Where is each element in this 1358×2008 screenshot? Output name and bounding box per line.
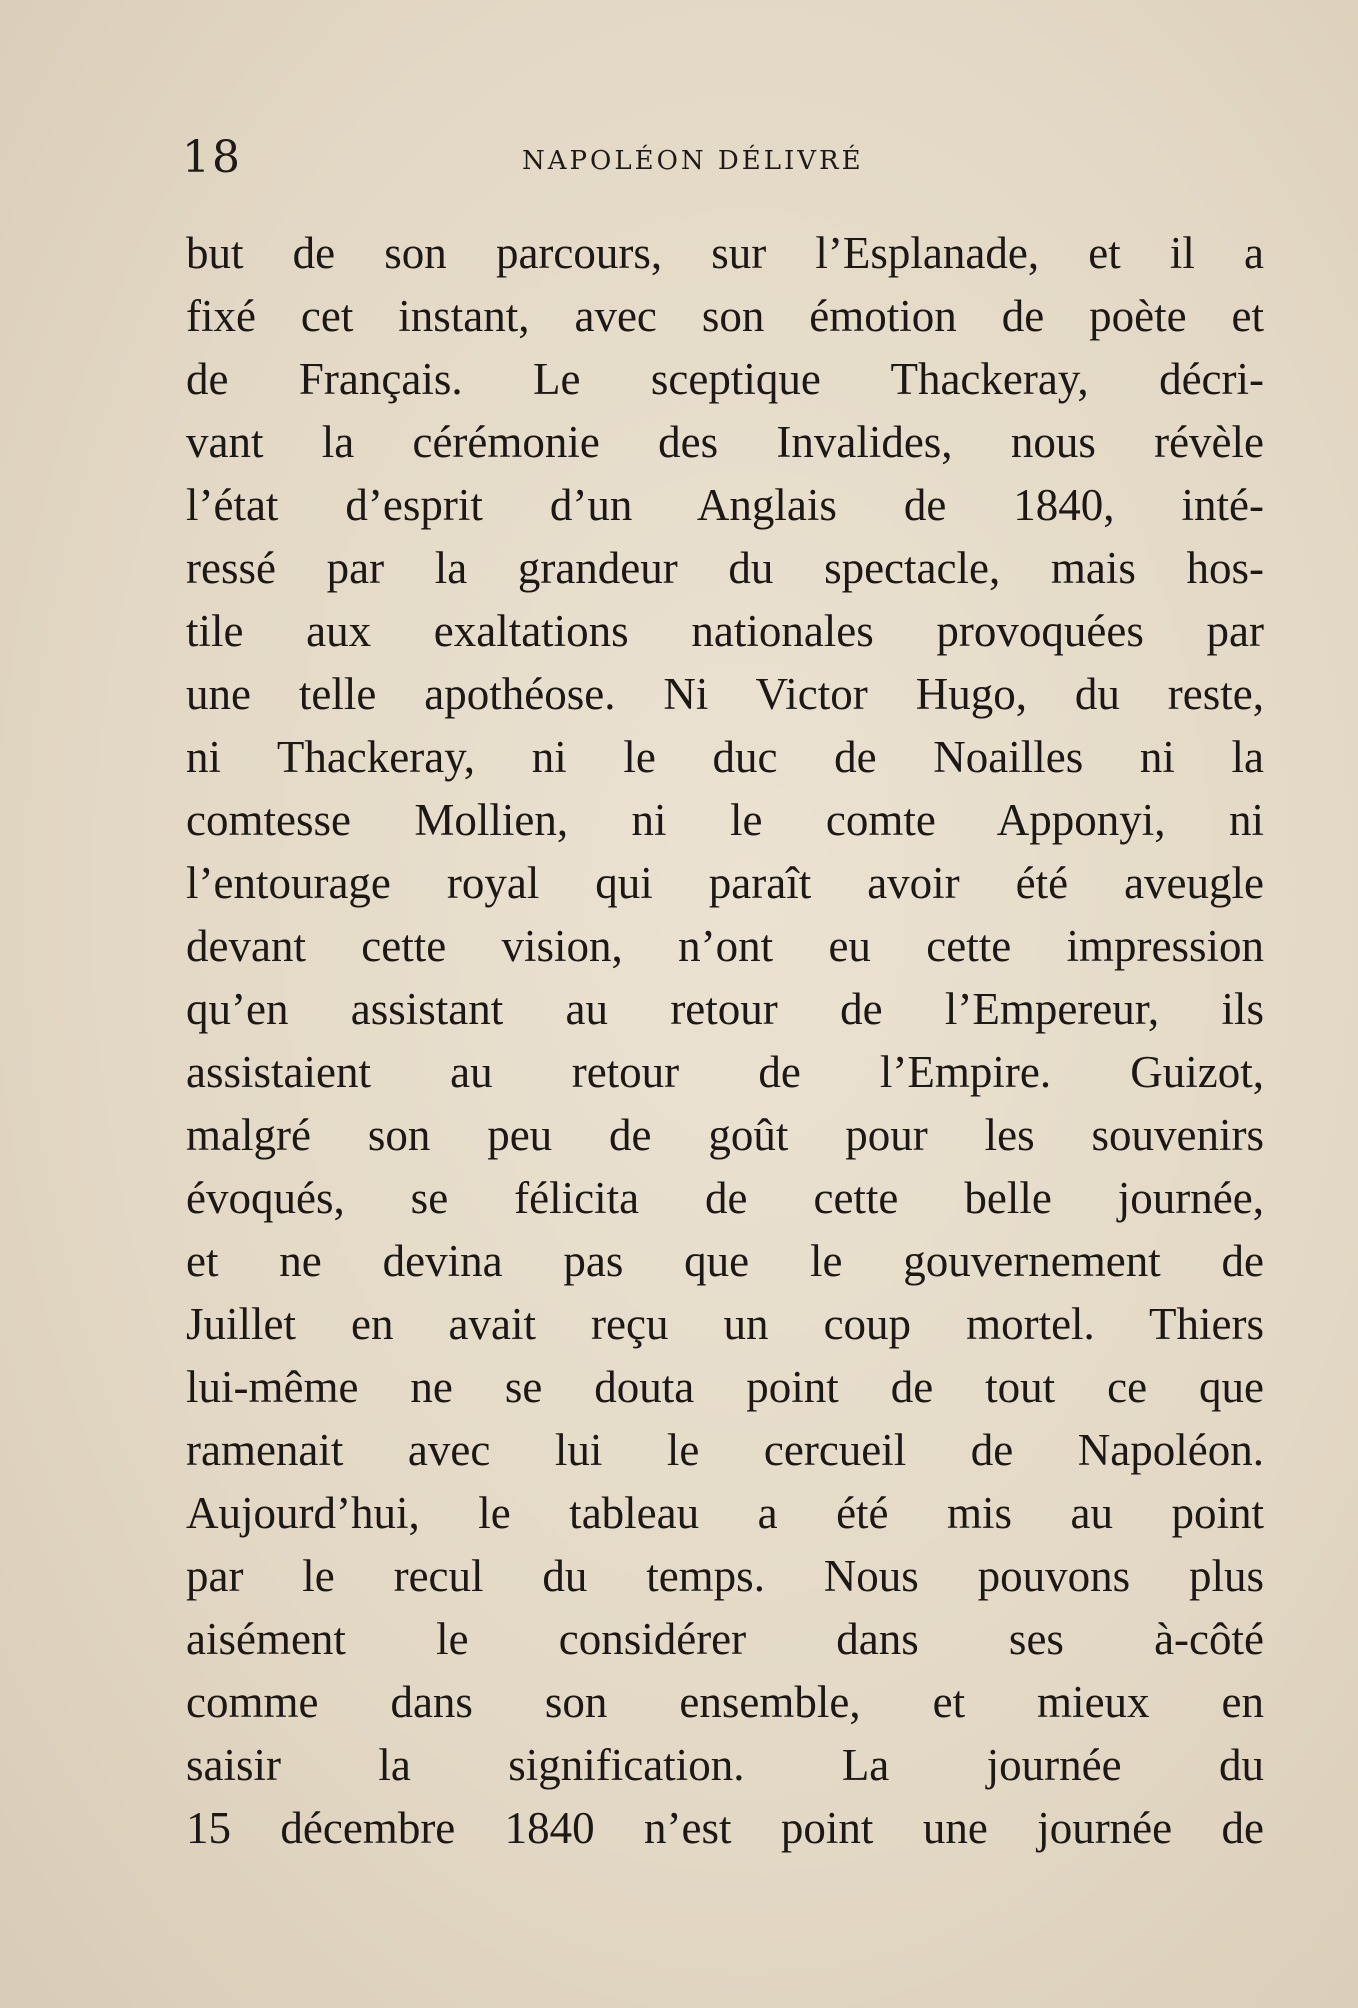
running-title: NAPOLÉON DÉLIVRÉ xyxy=(522,146,864,176)
text-line: malgré son peu de goût pour les souvenirs xyxy=(186,1110,1264,1160)
text-line: ni Thackeray, ni le duc de Noailles ni la xyxy=(186,732,1264,782)
text-line: l’état d’esprit d’un Anglais de 1840, inté- xyxy=(186,480,1264,530)
text-line: ramenait avec lui le cercueil de Napoléon. xyxy=(186,1425,1264,1475)
text-line: qu’en assistant au retour de l’Empereur, ils xyxy=(186,984,1264,1034)
text-line: de Français. Le sceptique Thackeray, décri- xyxy=(186,354,1264,404)
text-line: saisir la signification. La journée du xyxy=(186,1740,1264,1790)
text-line: lui-même ne se douta point de tout ce que xyxy=(186,1362,1264,1412)
text-line: 15 décembre 1840 n’est point une journée de xyxy=(186,1803,1264,1853)
text-line: par le recul du temps. Nous pouvons plus xyxy=(186,1551,1264,1601)
text-line: comtesse Mollien, ni le comte Apponyi, ni xyxy=(186,795,1264,845)
text-line: but de son parcours, sur l’Esplanade, et il a xyxy=(186,228,1264,278)
text-line: vant la cérémonie des Invalides, nous révèle xyxy=(186,417,1264,467)
text-line: tile aux exaltations nationales provoquées par xyxy=(186,606,1264,656)
text-line: devant cette vision, n’ont eu cette impression xyxy=(186,921,1264,971)
text-line: assistaient au retour de l’Empire. Guizot, xyxy=(186,1047,1264,1097)
text-line: Aujourd’hui, le tableau a été mis au point xyxy=(186,1488,1264,1538)
text-line: fixé cet instant, avec son émotion de poète et xyxy=(186,291,1264,341)
page-header xyxy=(182,132,1262,192)
text-line: aisément le considérer dans ses à-côté xyxy=(186,1614,1264,1664)
text-line: et ne devina pas que le gouvernement de xyxy=(186,1236,1264,1286)
text-line: Juillet en avait reçu un coup mortel. Thiers xyxy=(186,1299,1264,1349)
text-line: ressé par la grandeur du spectacle, mais hos- xyxy=(186,543,1264,593)
text-line: l’entourage royal qui paraît avoir été aveugle xyxy=(186,858,1264,908)
text-line: une telle apothéose. Ni Victor Hugo, du reste, xyxy=(186,669,1264,719)
text-line: évoqués, se félicita de cette belle journée, xyxy=(186,1173,1264,1223)
body-text xyxy=(186,222,1264,1860)
page-number: 18 xyxy=(182,132,242,183)
text-line: comme dans son ensemble, et mieux en xyxy=(186,1677,1264,1727)
